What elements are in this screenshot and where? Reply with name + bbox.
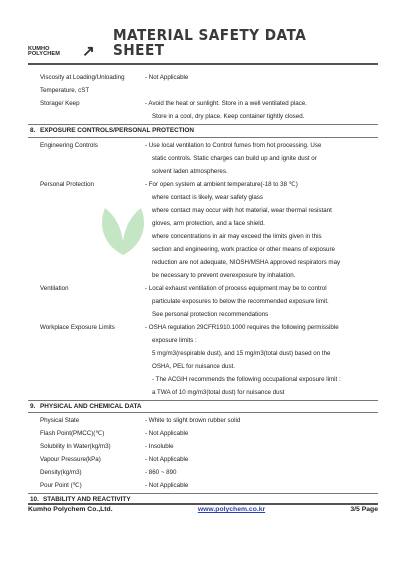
- value-line: - Not Applicable: [145, 430, 189, 437]
- document-body: [28, 71, 378, 507]
- field-label: Solubility In Water(kg/m3): [40, 443, 111, 450]
- field-value: [145, 282, 378, 321]
- table-row: [28, 414, 378, 427]
- page-footer: [28, 506, 378, 513]
- field-value: [145, 427, 378, 440]
- field-value: [145, 321, 378, 399]
- footer-divider: [28, 503, 378, 505]
- field-label: Physical State: [40, 417, 80, 424]
- field-value: [145, 479, 378, 492]
- value-line: gloves, arm protection, and a face shield.: [152, 219, 265, 227]
- value-line: section and engineering, work practice or other means of exposure: [152, 245, 335, 253]
- field-value: [145, 440, 378, 453]
- value-line: particulate exposures to below the recommended exposure limit.: [152, 297, 329, 305]
- section-8-heading: 8. EXPOSURE CONTROLS/PERSONAL PROTECTION: [28, 124, 378, 138]
- table-row: [28, 84, 378, 97]
- storage-block: [28, 71, 378, 123]
- brand-mark-icon: ↗: [82, 43, 95, 60]
- table-row: [28, 440, 378, 453]
- brand-logo: [28, 43, 95, 60]
- value-line: See personal protection recommendations: [152, 310, 269, 318]
- page-header: [28, 25, 378, 60]
- value-line: - Not Applicable: [145, 456, 189, 463]
- document-title: MATERIAL SAFETY DATA SHEET: [112, 25, 306, 59]
- field-label: Personal Protection: [40, 180, 94, 188]
- table-row: [28, 71, 378, 84]
- value-line: static controls. Static charges can build up and ignite dust or: [152, 154, 317, 162]
- section-9-rows: [28, 414, 378, 492]
- section-9-heading: 9. PHYSICAL AND CHEMICAL DATA: [28, 400, 378, 414]
- field-label: Ventilation: [40, 284, 69, 292]
- page-number: 3/5 Page: [350, 506, 378, 513]
- table-row: [28, 427, 378, 440]
- brand-name: KUMHO POLYCHEM: [28, 45, 60, 58]
- value-line: where concentrations in air may exceed the limits given in this: [152, 232, 322, 240]
- table-row: [28, 321, 378, 399]
- value-line: 5 mg/m3(respirable dust), and 15 mg/m3(total dust) based on the: [152, 349, 331, 357]
- value-line: - Insoluble: [145, 443, 174, 450]
- section-10-heading: 10. STABILITY AND REACTIVITY: [28, 493, 378, 506]
- field-label: Storage/ Keep: [40, 100, 80, 107]
- website-link[interactable]: www.polychem.co.kr: [197, 506, 266, 513]
- field-value: [145, 178, 378, 282]
- value-line: a TWA of 10 mg/m3(total dust) for nuisance dust: [152, 388, 285, 396]
- field-value: [145, 414, 378, 427]
- value-line: exposure limits :: [152, 336, 197, 344]
- value-line: where contact is likely, wear safety glass: [152, 193, 263, 201]
- value-line: reduction are not adequate, NIOSH/MSHA approved respirators may: [152, 258, 341, 266]
- field-label: Density(kg/m3): [40, 469, 82, 476]
- value-line: - Local exhaust ventilation of process equipment may be to control: [145, 284, 327, 292]
- field-label: Viscosity at Loading/Unloading: [40, 74, 125, 81]
- value-line: - 860 ~ 890: [145, 469, 177, 476]
- value-line: - For open system at ambient temperature(-18 to 38 ℃): [145, 180, 298, 188]
- table-row: [28, 479, 378, 492]
- value-line: be necessary to prevent overexposure by inhalation.: [152, 271, 296, 279]
- table-row: [28, 97, 378, 123]
- value-line: solvent laden atmospheres.: [152, 167, 228, 175]
- field-label: Temperature, cST: [40, 87, 90, 94]
- value-line: where contact may occur with hot material, wear thermal resistant: [152, 206, 332, 214]
- field-label: Pour Point (℃): [40, 482, 82, 489]
- table-row: [28, 139, 378, 178]
- table-row: [28, 466, 378, 479]
- value-line: - OSHA regulation 29CFR1910.1000 requires the following permissible: [145, 323, 339, 331]
- value-line: - Not Applicable: [145, 482, 189, 489]
- value-line: - The ACGIH recommends the following occupational exposure limit :: [152, 375, 341, 383]
- value-line: OSHA, PEL for nuisance dust.: [152, 362, 235, 370]
- table-row: [28, 178, 378, 282]
- field-label: Flash Point(PMCC)(℃): [40, 430, 105, 437]
- table-row: [28, 282, 378, 321]
- value-line: - Not Applicable: [145, 74, 189, 81]
- field-value: [145, 71, 378, 84]
- field-value: [145, 466, 378, 479]
- field-label: Engineering Controls: [40, 141, 98, 149]
- field-label: Vapour Pressure(kPa): [40, 456, 101, 463]
- value-line: Store in a cool, dry place. Keep container tightly closed.: [152, 113, 305, 120]
- value-line: - White to slight brown rubber solid: [145, 417, 241, 424]
- field-value: [145, 453, 378, 466]
- field-label: Workplace Exposure Limits: [40, 323, 115, 331]
- field-value: [145, 139, 378, 178]
- value-line: - Use local ventilation to Control fumes from hot processing. Use: [145, 141, 322, 149]
- header-divider: [28, 63, 378, 65]
- section-8-rows: [28, 139, 378, 399]
- field-value: [145, 84, 378, 97]
- company-name: Kumho Polychem Co.,Ltd.: [28, 506, 113, 513]
- value-line: - Avoid the heat or sunlight. Store in a well ventilated place.: [145, 100, 307, 107]
- field-value: [145, 97, 378, 123]
- table-row: [28, 453, 378, 466]
